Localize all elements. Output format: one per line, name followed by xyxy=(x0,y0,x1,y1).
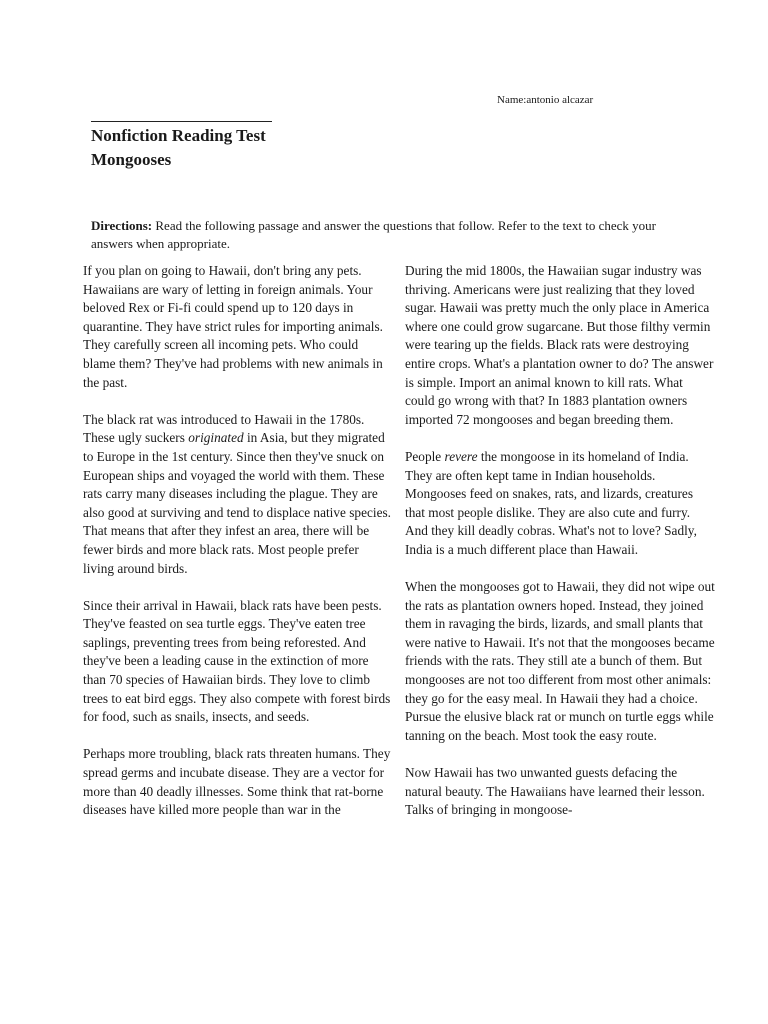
title-line-1: Nonfiction Reading Test xyxy=(91,126,266,145)
left-paragraph-3: Since their arrival in Hawaii, black rats have been pests. They've feasted on sea turtle eggs. They've eaten tree saplings, preventing trees from being reforested. And they've been a leading cause in the extinction of more than 70 species of Hawaiian birds. They love to climb trees to eat bird eggs. They also compete with forest birds for food, such as snails, insects, and seeds. xyxy=(83,597,391,725)
title-line-2: Mongooses xyxy=(91,150,172,169)
right-paragraph-4: Now Hawaii has two unwanted guests defacing the natural beauty. The Hawaiians have learned their lesson. Talks of bringing in mongoose- xyxy=(405,765,705,818)
right-paragraph-2-start: People xyxy=(405,448,445,464)
right-paragraph-2 xyxy=(405,448,715,560)
right-paragraph-3: When the mongooses got to Hawaii, they did not wipe out the rats as plantation owners hoped. Instead, they joined them in ravaging the birds, lizards, and small plants that were native to Hawaii. It's not that the mongooses became friends with the rats. They still ate a bunch of them. But mongooses are not too different from most other animals: they go for the easy meal. In Hawaii they had a choice. Pursue the elusive black rat or munch on turtle eggs while tanning on the beach. Most took the easy route. xyxy=(405,579,715,743)
left-paragraph-1: If you plan on going to Hawaii, don't bring any pets. Hawaiians are wary of letting in foreign animals. Your beloved Rex or Fi-fi could spend up to 120 days in quarantine. They have strict rules for importing animals. They carefully screen all incoming pets. Who could blame them? They've had problems with new animals in the past. xyxy=(83,263,383,390)
directions xyxy=(91,217,691,253)
title-rule xyxy=(91,121,272,122)
left-column xyxy=(83,262,393,838)
emphasized-word: originated xyxy=(188,430,244,446)
document-title xyxy=(91,124,266,172)
left-paragraph-2-end: in Asia, but they migrated to Europe in the 1st century. Since then they've snuck on European ships and voyaged the world with them. These rats carry many diseases including the plague. They are also good at surviving and tend to displace native species. That means that after they infest an area, there will be fewer birds and more black rats. Most people prefer living around birds. xyxy=(83,430,391,576)
left-paragraph-2 xyxy=(83,411,393,578)
emphasized-word: revere xyxy=(444,448,478,464)
directions-text: Read the following passage and answer the questions that follow. Refer to the text to check your answers when appropriate. xyxy=(91,218,656,251)
student-name: Name:antonio alcazar xyxy=(497,94,594,106)
left-paragraph-4: Perhaps more troubling, black rats threaten humans. They spread germs and incubate disease. They are a vector for more than 40 deadly illnesses. Some think that rat-borne diseases have killed more people than war in the xyxy=(83,746,391,818)
left-paragraph-2-start: The black rat was introduced to Hawaii in the 1780s. These ugly suckers xyxy=(83,411,365,446)
right-paragraph-2-end: the mongoose in its homeland of India. They are often kept tame in Indian households. Mongooses feed on snakes, rats, and lizards, creatures that most people dislike. They are also cute and furry. And they kill deadly cobras. What's not to love? Sadly, India is a much different place than Hawaii. xyxy=(405,448,697,557)
directions-label: Directions: xyxy=(91,218,153,233)
right-paragraph-1: During the mid 1800s, the Hawaiian sugar industry was thriving. Americans were just realizing that they loved sugar. Hawaii was pretty much the only place in America where one could grow sugarcane. But those filthy vermin were tearing up the fields. Black rats were destroying entire crops. What's a plantation owner to do? The answer is simple. Import an animal known to kill rats. What could go wrong with that? In 1883 plantation owners imported 72 mongooses and began breeding them. xyxy=(405,263,714,427)
right-column xyxy=(405,262,715,838)
